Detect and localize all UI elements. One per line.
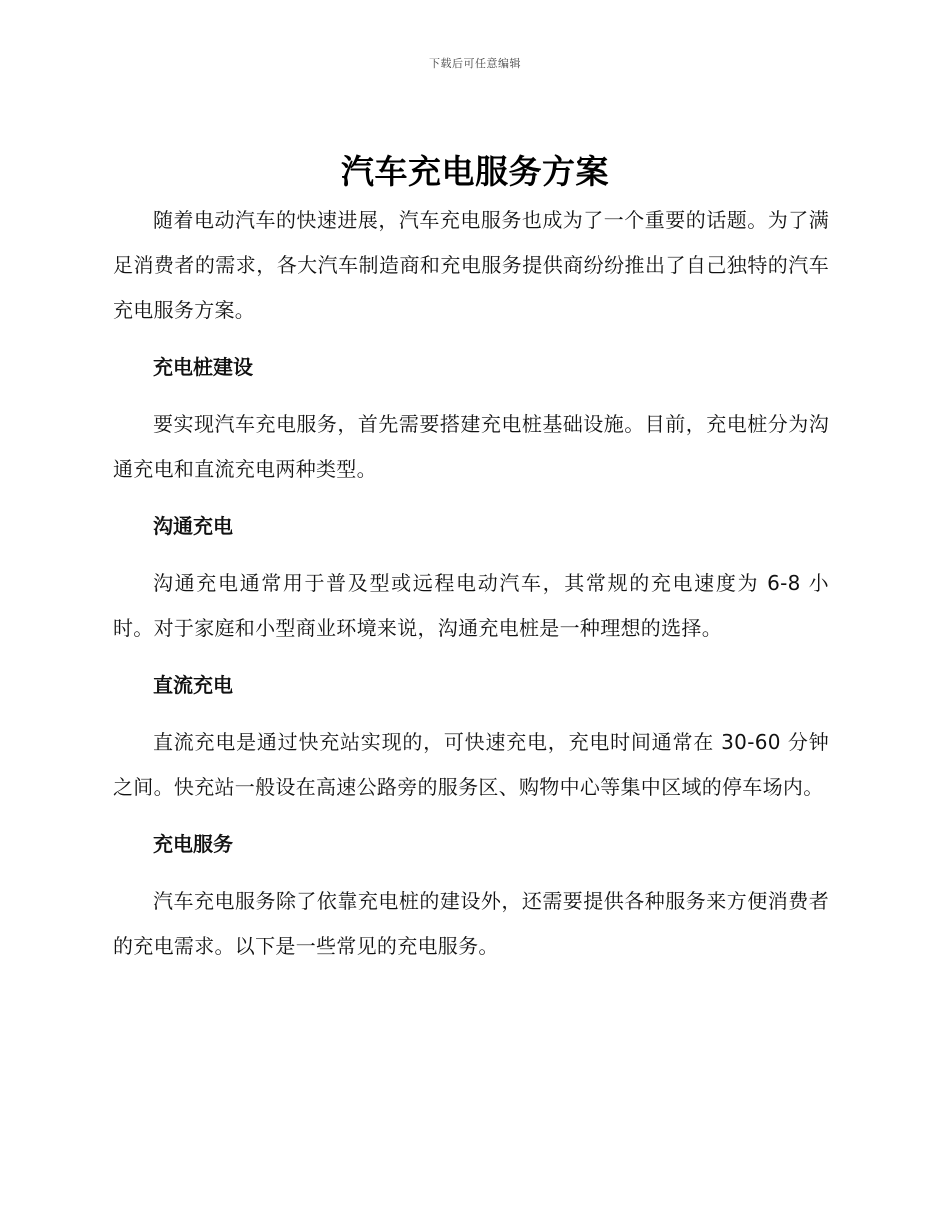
- intro-paragraph: 随着电动汽车的快速进展，汽车充电服务也成为了一个重要的话题。为了满足消费者的需求，各大汽车制造商和充电服务提供商纷纷推出了自己独特的汽车充电服务方案。: [113, 208, 829, 322]
- document-body: [113, 198, 829, 969]
- page-header-note: 下载后可任意编辑: [429, 57, 521, 70]
- section-heading-dc-charging: 直流充电: [153, 673, 233, 697]
- paragraph-charging-pile: 要实现汽车充电服务，首先需要搭建充电桩基础设施。目前，充电桩分为沟通充电和直流充电两种类型。: [113, 412, 829, 481]
- paragraph-ac-charging: 沟通充电通常用于普及型或远程电动汽车，其常规的充电速度为 6-8 小时。对于家庭和小型商业环境来说，沟通充电桩是一种理想的选择。: [113, 571, 829, 640]
- section-heading-ac-charging: 沟通充电: [153, 514, 233, 538]
- paragraph-charging-service: 汽车充电服务除了依靠充电桩的建设外，还需要提供各种服务来方便消费者的充电需求。以下是一些常见的充电服务。: [113, 889, 829, 958]
- paragraph-dc-charging: 直流充电是通过快充站实现的，可快速充电，充电时间通常在 30-60 分钟之间。快充站一般设在高速公路旁的服务区、购物中心等集中区域的停车场内。: [113, 730, 829, 799]
- section-heading-charging-pile: 充电桩建设: [153, 355, 253, 379]
- document-title: 汽车充电服务方案: [341, 152, 609, 191]
- section-heading-charging-service: 充电服务: [153, 832, 233, 856]
